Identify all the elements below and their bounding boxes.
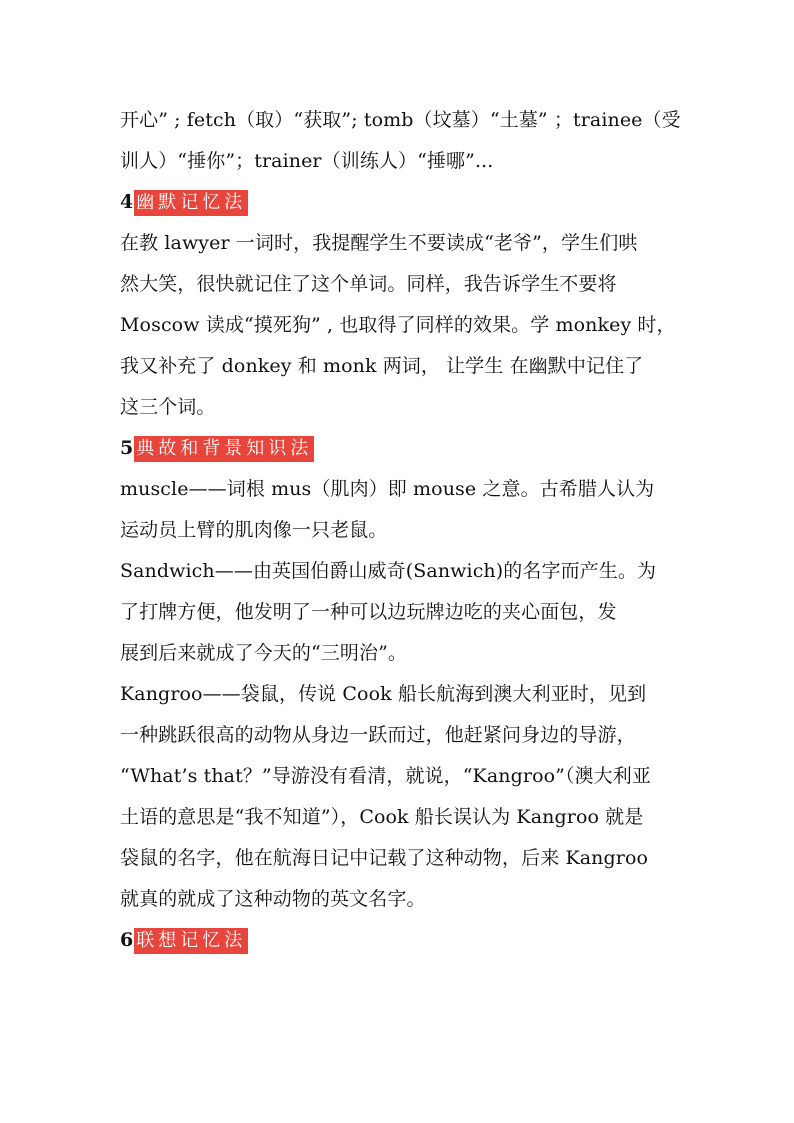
text-line: “What’s that？”导游没有看清，就说，“Kangroo”（澳大利亚 [120, 765, 651, 787]
text-line: 这三个词。 [120, 396, 216, 418]
section-title: 联想记忆法 [134, 928, 248, 954]
section-number: 5 [120, 437, 134, 459]
section-heading-6 [120, 920, 692, 961]
text-line: 我又补充了 donkey 和 monk 两词， 让学生 在幽默中记住了 [120, 355, 644, 377]
section-heading-5 [120, 428, 692, 469]
text-line: 在教 lawyer 一词时，我提醒学生不要读成“老爷”，学生们哄 [120, 232, 638, 254]
text-line: 了打牌方便，他发明了一种可以边玩牌边吃的夹心面包，发 [120, 601, 617, 623]
text-line: muscle——词根 mus（肌肉）即 mouse 之意。古希腊人认为 [120, 478, 655, 500]
text-line: Kangroo——袋鼠，传说 Cook 船长航海到澳大利亚时，见到 [120, 683, 647, 705]
section-heading-4 [120, 182, 692, 223]
text-line: Sandwich——由英国伯爵山威奇(Sanwich)的名字而产生。为 [120, 560, 657, 582]
section-title: 典故和背景知识法 [134, 436, 314, 462]
section-title: 幽默记忆法 [134, 190, 248, 216]
text-line: 运动员上臂的肌肉像一只老鼠。 [120, 519, 388, 541]
document-body [120, 100, 692, 961]
text-line: Moscow 读成“摸死狗” , 也取得了同样的效果。学 monkey 时， [120, 314, 676, 336]
text-line: 一种跳跃很高的动物从身边一跃而过，他赶紧问身边的导游， [120, 724, 636, 746]
text-line: 开心” ; fetch（取）“获取”; tomb（坟墓）“土墓” ；trainee（受 [120, 109, 681, 131]
text-line: 训人）“捶你”；trainer（训练人）“捶哪”... [120, 150, 494, 172]
text-line: 土语的意思是“我不知道”），Cook 船长误认为 Kangroo 就是 [120, 806, 644, 828]
text-line: 然大笑，很快就记住了这个单词。同样，我告诉学生不要将 [120, 273, 617, 295]
text-line: 袋鼠的名字，他在航海日记中记载了这种动物，后来 Kangroo [120, 847, 649, 869]
section-number: 6 [120, 929, 134, 951]
text-line: 展到后来就成了今天的“三明治”。 [120, 642, 408, 664]
text-line: 就真的就成了这种动物的英文名字。 [120, 888, 426, 910]
section-number: 4 [120, 191, 134, 213]
